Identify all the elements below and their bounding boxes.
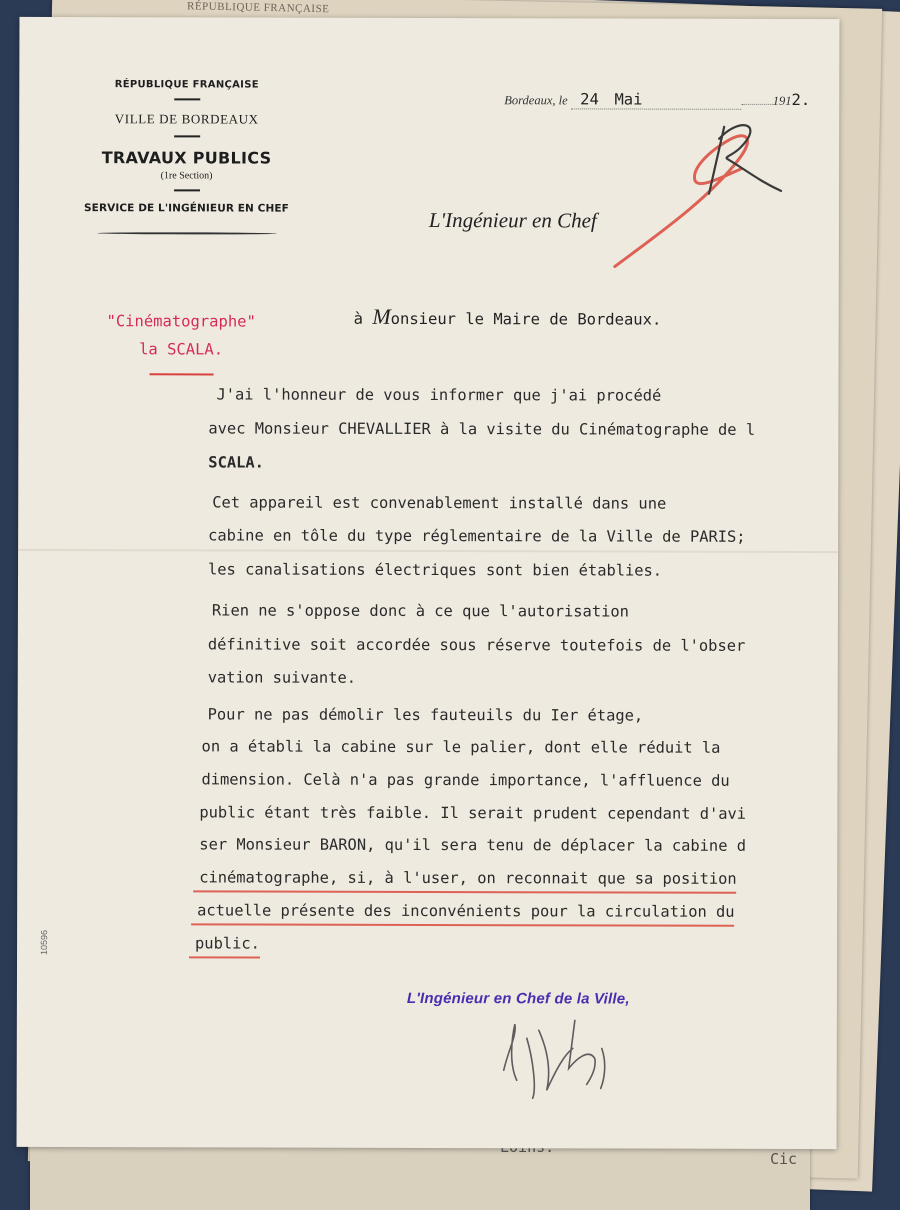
handwritten-marks [17,17,840,1149]
subject-line: "Cinématographe" [106,312,256,331]
letterhead-service: TRAVAUX PUBLICS [101,148,272,168]
date-year-printed: 191 [772,93,792,108]
body-line-underlined: actuelle présente des inconvénients pour la circulation du [197,901,735,921]
underlying-sheet-header: RÉPUBLIQUE FRANÇAISE [186,0,330,16]
body-line: Cet appareil est convenablement installé dans une [212,493,667,513]
date-prefix: Bordeaux, le [504,93,568,108]
letterhead-section: (1re Section) [160,170,213,182]
margin-number: 10596 [39,929,50,956]
body-line: ser Monsieur BARON, qu'il sera tenu de déplacer la cabine d [199,835,747,855]
body-line: public étant très faible. Il serait prudent cependant d'avi [199,803,747,823]
body-line: SCALA. [208,453,264,472]
letter-page [17,17,840,1149]
sender-title: L'Ingénieur en Chef [428,208,597,233]
body-line: définitive soit accordée sous réserve toutefois de l'obser [207,635,746,655]
letterhead-republique: RÉPUBLIQUE FRANÇAISE [114,79,259,91]
body-line: Rien ne s'oppose donc à ce que l'autorisation [211,601,629,621]
handwritten-signature [504,1020,605,1098]
body-line-underlined: public. [195,934,260,953]
body-line: les canalisations électriques sont bien établies. [208,560,663,580]
body-line: vation suivante. [207,668,357,687]
body-line-underlined: cinématographe, si, à l'user, on reconnait que sa position [199,868,737,888]
letterhead-bureau: SERVICE DE L'INGÉNIEUR EN CHEF [83,202,289,215]
date-month: Mai [614,90,643,109]
subject-line: la SCALA. [139,340,224,359]
recipient-rest: onsieur le Maire de Bordeaux. [390,309,662,329]
body-line: cabine en tôle du type réglementaire de la Ville de PARIS; [208,526,746,546]
underlying-text: Cic [770,1150,798,1168]
recipient-prefix: à [353,309,373,328]
body-line: Pour ne pas démolir les fauteuils du Ier étage, [207,705,644,725]
signature-stamp: L'Ingénieur en Chef de la Ville, [406,989,630,1008]
red-pencil-stroke [615,135,748,266]
letterhead-ville: VILLE DE BORDEAUX [114,111,259,127]
body-line: on a établi la cabine sur le palier, dont elle réduit la [201,737,721,757]
body-line: J'ai l'honneur de vous informer que j'ai procédé [216,385,662,405]
body-line: dimension. Celà n'a pas grande importance, l'affluence du [201,770,730,790]
date-day: 24 [580,90,599,109]
body-line: avec Monsieur CHEVALLIER à la visite du Cinématographe de l [208,419,756,439]
date-year-typed: 2. [791,90,811,109]
recipient-initial: M [372,303,391,329]
